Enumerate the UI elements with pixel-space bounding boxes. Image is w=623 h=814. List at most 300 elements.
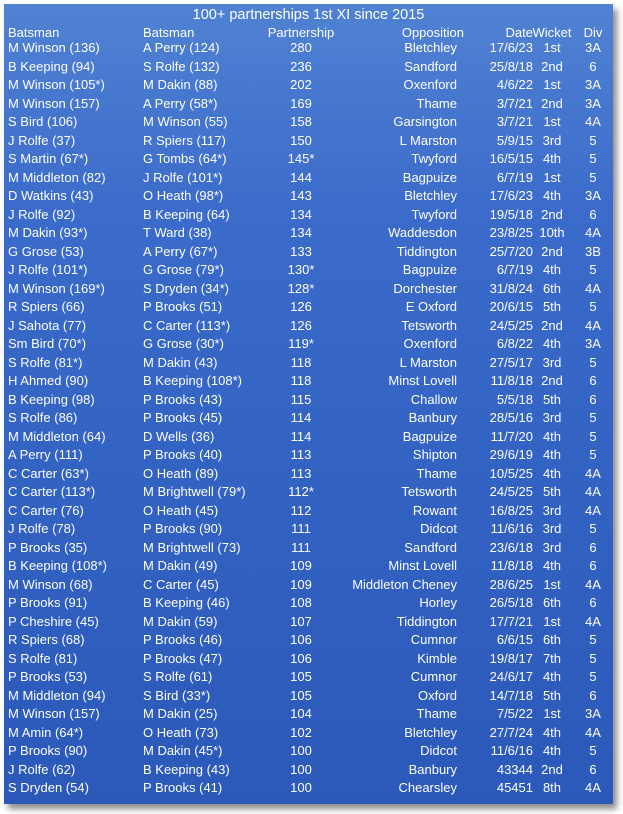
cell-date: 4/6/22 — [496, 77, 533, 92]
cell-batsman-2: A Perry (124) — [143, 40, 220, 55]
cell-partnership: 112 — [290, 502, 312, 518]
cell-division: 5 — [589, 354, 597, 370]
cell-wicket: 2nd — [541, 243, 563, 259]
cell-batsman-2: J Rolfe (101*) — [143, 169, 223, 185]
cell-partnership: 105 — [290, 669, 312, 684]
cell-batsman-2: D Wells (36) — [143, 428, 215, 444]
table-row — [4, 631, 613, 650]
cell-date: 26/5/18 — [489, 595, 533, 610]
cell-batsman-1: Sm Bird (70*) — [8, 336, 87, 351]
table-row — [4, 280, 613, 299]
cell-batsman-1: B Keeping (108*) — [8, 558, 108, 573]
table-row — [4, 409, 613, 428]
table-row — [4, 483, 613, 502]
table-row — [4, 113, 613, 132]
cell-batsman-1: S Rolfe (86) — [8, 410, 78, 425]
cell-batsman-2: S Rolfe (61) — [143, 669, 213, 684]
cell-division: 3A — [585, 95, 601, 111]
cell-date: 17/6/23 — [489, 40, 533, 55]
table-title: 100+ partnerships 1st XI since 2015 — [192, 7, 425, 23]
cell-partnership: 169 — [290, 95, 312, 111]
cell-opposition: Tetsworth — [401, 317, 457, 333]
table-row — [4, 687, 613, 706]
cell-batsman-1: C Carter (113*) — [8, 484, 96, 499]
cell-batsman-1: J Rolfe (92) — [8, 206, 76, 222]
cell-batsman-2: M Brightwell (73) — [143, 539, 241, 555]
cell-wicket: 4th — [542, 336, 562, 351]
cell-batsman-1: R Spiers (66) — [8, 299, 85, 314]
cell-partnership: 113 — [290, 447, 312, 462]
cell-batsman-2: T Ward (38) — [143, 225, 212, 240]
cell-division: 5 — [589, 521, 597, 536]
cell-wicket: 4th — [542, 669, 562, 684]
cell-batsman-2: O Heath (45) — [143, 502, 219, 518]
cell-division: 4A — [585, 502, 601, 518]
cell-opposition: Kimble — [417, 650, 457, 666]
cell-division: 5 — [589, 743, 597, 758]
cell-partnership: 130* — [287, 262, 315, 277]
cell-batsman-1: R Spiers (68) — [8, 632, 85, 647]
cell-batsman-1: M Winson (157) — [8, 95, 100, 111]
cell-date: 24/5/25 — [489, 484, 533, 499]
cell-batsman-2: M Winson (55) — [143, 114, 228, 129]
cell-batsman-1: A Perry (111) — [8, 447, 83, 462]
cell-division: 5 — [589, 151, 597, 166]
table-row — [4, 372, 613, 391]
cell-partnership: 113 — [290, 465, 312, 481]
partnerships-table — [4, 4, 613, 804]
cell-division: 5 — [589, 428, 597, 444]
cell-opposition: Bletchley — [404, 40, 457, 55]
cell-batsman-2: A Perry (58*) — [143, 95, 218, 111]
cell-wicket: 1st — [543, 77, 561, 92]
cell-opposition: Chearsley — [398, 780, 457, 795]
cell-wicket: 8th — [542, 780, 562, 795]
cell-wicket: 1st — [543, 114, 561, 129]
cell-date: 16/8/25 — [489, 502, 533, 518]
cell-date: 6/7/19 — [496, 169, 533, 185]
cell-wicket: 4th — [542, 151, 562, 166]
cell-opposition: Oxford — [417, 687, 457, 703]
cell-date: 23/6/18 — [489, 539, 533, 555]
cell-date: 3/7/21 — [496, 95, 533, 111]
table-row — [4, 58, 613, 77]
cell-division: 6 — [589, 595, 597, 610]
cell-partnership: 134 — [290, 206, 312, 222]
cell-division: 5 — [589, 632, 597, 647]
cell-division: 4A — [585, 576, 601, 592]
cell-partnership: 108 — [290, 595, 312, 610]
table-row — [4, 557, 613, 576]
cell-batsman-1: M Winson (136) — [8, 40, 100, 55]
cell-opposition: Sandford — [404, 58, 457, 74]
header-date: Date — [505, 25, 533, 40]
cell-batsman-2: C Carter (45) — [143, 576, 219, 592]
cell-batsman-2: B Keeping (46) — [143, 595, 230, 610]
cell-division: 5 — [589, 669, 597, 684]
cell-date: 6/8/22 — [496, 336, 533, 351]
cell-wicket: 2nd — [541, 95, 563, 111]
cell-batsman-1: M Amin (64*) — [8, 724, 84, 740]
cell-opposition: Banbury — [408, 410, 457, 425]
cell-division: 6 — [589, 539, 597, 555]
cell-division: 4A — [585, 724, 601, 740]
cell-wicket: 2nd — [541, 317, 563, 333]
cell-batsman-2: G Tombs (64*) — [143, 151, 227, 166]
cell-batsman-2: P Brooks (40) — [143, 447, 223, 462]
cell-batsman-1: S Martin (67*) — [8, 151, 89, 166]
cell-division: 3A — [585, 188, 601, 203]
cell-date: 11/8/18 — [490, 558, 533, 573]
table-row — [4, 465, 613, 484]
table-row — [4, 761, 613, 780]
table-row — [4, 502, 613, 521]
cell-batsman-1: S Rolfe (81) — [8, 650, 78, 666]
cell-partnership: 109 — [290, 558, 312, 573]
cell-date: 31/8/24 — [489, 280, 533, 296]
cell-wicket: 3rd — [542, 502, 562, 518]
cell-batsman-1: J Rolfe (101*) — [8, 262, 88, 277]
cell-wicket: 4th — [542, 724, 562, 740]
cell-batsman-1: P Cheshire (45) — [8, 613, 99, 629]
cell-partnership: 158 — [290, 114, 312, 129]
cell-division: 6 — [589, 206, 597, 222]
cell-wicket: 2nd — [541, 373, 563, 388]
cell-opposition: Didcot — [420, 521, 457, 536]
cell-date: 24/5/25 — [489, 317, 533, 333]
cell-date: 19/8/17 — [489, 650, 533, 666]
cell-division: 5 — [589, 650, 597, 666]
cell-date: 27/5/17 — [489, 354, 533, 370]
cell-opposition: Bletchley — [404, 188, 457, 203]
cell-date: 27/7/24 — [489, 724, 533, 740]
cell-opposition: Cumnor — [410, 632, 457, 647]
cell-date: 20/6/15 — [489, 299, 533, 314]
cell-batsman-2: O Heath (98*) — [143, 188, 224, 203]
cell-wicket: 1st — [543, 706, 561, 721]
cell-wicket: 10th — [539, 225, 565, 240]
cell-division: 6 — [589, 558, 597, 573]
cell-division: 4A — [585, 613, 601, 629]
cell-opposition: Dorchester — [393, 280, 457, 296]
cell-batsman-2: P Brooks (41) — [143, 780, 223, 795]
table-row — [4, 317, 613, 336]
cell-partnership: 102 — [290, 724, 312, 740]
cell-wicket: 1st — [543, 169, 561, 185]
table-row — [4, 742, 613, 761]
cell-batsman-2: G Grose (79*) — [143, 262, 224, 277]
cell-wicket: 3rd — [542, 354, 562, 370]
table-row — [4, 650, 613, 669]
cell-batsman-1: J Sahota (77) — [8, 317, 87, 333]
cell-opposition: Cumnor — [410, 669, 457, 684]
cell-batsman-2: P Brooks (46) — [143, 632, 223, 647]
cell-batsman-1: C Carter (63*) — [8, 465, 89, 481]
cell-wicket: 4th — [542, 188, 562, 203]
cell-partnership: 105 — [290, 687, 312, 703]
table-row — [4, 428, 613, 447]
cell-date: 6/7/19 — [496, 262, 533, 277]
cell-date: 11/8/18 — [490, 373, 533, 388]
cell-division: 4A — [585, 114, 601, 129]
table-row — [4, 224, 613, 243]
cell-wicket: 1st — [543, 613, 561, 629]
cell-wicket: 3rd — [542, 410, 562, 425]
header-division: Div — [583, 25, 603, 40]
cell-batsman-2: P Brooks (51) — [143, 299, 223, 314]
cell-division: 5 — [589, 262, 597, 277]
table-row — [4, 132, 613, 151]
cell-date: 28/6/25 — [489, 576, 533, 592]
cell-batsman-1: P Brooks (91) — [8, 595, 88, 610]
cell-partnership: 128* — [287, 280, 315, 296]
table-row — [4, 446, 613, 465]
table-row — [4, 206, 613, 225]
table-row — [4, 613, 613, 632]
cell-batsman-1: S Bird (106) — [8, 114, 78, 129]
cell-date: 28/5/16 — [489, 410, 533, 425]
cell-date: 16/5/15 — [489, 151, 533, 166]
cell-opposition: L Marston — [399, 354, 457, 370]
cell-division: 4A — [585, 225, 601, 240]
cell-wicket: 3rd — [542, 521, 562, 536]
cell-partnership: 144 — [290, 169, 312, 185]
cell-date: 29/6/19 — [489, 447, 533, 462]
cell-opposition: Minst Lovell — [388, 373, 457, 388]
cell-partnership: 150 — [290, 132, 312, 148]
cell-opposition: Minst Lovell — [388, 558, 457, 573]
cell-opposition: Twyford — [411, 206, 457, 222]
cell-batsman-2: O Heath (73) — [143, 724, 219, 740]
cell-batsman-1: M Middleton (64) — [8, 428, 106, 444]
cell-wicket: 2nd — [541, 761, 563, 777]
cell-batsman-2: M Dakin (25) — [143, 706, 218, 721]
cell-opposition: Didcot — [420, 743, 457, 758]
cell-wicket: 4th — [542, 743, 562, 758]
cell-wicket: 6th — [542, 632, 562, 647]
cell-batsman-1: C Carter (76) — [8, 502, 84, 518]
cell-wicket: 4th — [542, 262, 562, 277]
cell-batsman-2: M Dakin (59) — [143, 613, 218, 629]
cell-division: 6 — [589, 373, 597, 388]
header-partnership: Partnership — [267, 25, 335, 40]
cell-date: 10/5/25 — [489, 465, 533, 481]
cell-batsman-2: O Heath (89) — [143, 465, 219, 481]
cell-opposition: Thame — [416, 706, 457, 721]
header-batsman-1: Batsman — [8, 25, 60, 40]
cell-batsman-1: S Rolfe (81*) — [8, 354, 83, 370]
table-row — [4, 261, 613, 280]
cell-date: 25/7/20 — [489, 243, 533, 259]
cell-partnership: 111 — [291, 521, 311, 536]
cell-partnership: 145* — [287, 151, 315, 166]
table-row — [4, 169, 613, 188]
cell-opposition: Oxenford — [403, 77, 457, 92]
table-row — [4, 576, 613, 595]
header-opposition: Opposition — [401, 25, 464, 40]
cell-partnership: 126 — [290, 299, 312, 314]
cell-wicket: 5th — [542, 484, 562, 499]
cell-opposition: Horley — [419, 595, 457, 610]
cell-batsman-2: P Brooks (45) — [143, 410, 223, 425]
cell-date: 24/6/17 — [489, 669, 533, 684]
cell-date: 11/7/20 — [490, 428, 533, 444]
cell-division: 5 — [589, 132, 597, 148]
cell-wicket: 6th — [542, 280, 562, 296]
cell-batsman-2: G Grose (30*) — [143, 336, 224, 351]
cell-division: 5 — [589, 447, 597, 462]
cell-opposition: Tiddington — [396, 243, 457, 259]
cell-batsman-2: R Spiers (117) — [143, 132, 226, 148]
cell-partnership: 126 — [290, 317, 312, 333]
cell-batsman-1: M Middleton (94) — [8, 687, 106, 703]
cell-partnership: 119* — [288, 336, 314, 351]
cell-division: 3A — [585, 336, 601, 351]
table-row — [4, 298, 613, 317]
table-row — [4, 705, 613, 724]
cell-partnership: 100 — [290, 743, 312, 758]
cell-batsman-2: S Rolfe (132) — [143, 58, 220, 74]
cell-opposition: Tetsworth — [401, 484, 457, 499]
cell-opposition: Sandford — [404, 539, 457, 555]
cell-date: 19/5/18 — [489, 206, 533, 222]
cell-wicket: 2nd — [541, 58, 563, 74]
cell-partnership: 202 — [290, 77, 312, 92]
cell-partnership: 114 — [290, 428, 312, 444]
cell-batsman-1: M Winson (105*) — [8, 77, 105, 92]
cell-batsman-2: C Carter (113*) — [143, 317, 231, 333]
cell-batsman-2: M Dakin (49) — [143, 558, 218, 573]
cell-batsman-2: S Bird (33*) — [143, 687, 211, 703]
cell-division: 3A — [585, 706, 601, 721]
header-batsman-2: Batsman — [143, 25, 195, 40]
cell-batsman-1: M Winson (169*) — [8, 280, 105, 296]
cell-division: 6 — [589, 687, 597, 703]
cell-batsman-2: M Dakin (88) — [143, 77, 218, 92]
cell-partnership: 109 — [290, 576, 312, 592]
table-row — [4, 391, 613, 410]
table-row — [4, 539, 613, 558]
cell-batsman-2: B Keeping (64) — [143, 206, 230, 222]
cell-opposition: Garsington — [393, 114, 457, 129]
cell-batsman-1: P Brooks (90) — [8, 743, 88, 758]
cell-division: 3A — [585, 77, 601, 92]
table-row — [4, 95, 613, 114]
cell-date: 23/8/25 — [489, 225, 533, 240]
cell-batsman-2: P Brooks (43) — [143, 391, 223, 407]
cell-batsman-1: M Winson (68) — [8, 576, 93, 592]
cell-opposition: Bletchley — [404, 724, 457, 740]
cell-division: 3B — [585, 243, 601, 259]
cell-division: 4A — [585, 317, 601, 333]
cell-opposition: Rowant — [412, 502, 457, 518]
cell-batsman-2: M Dakin (45*) — [143, 743, 223, 758]
cell-opposition: Banbury — [408, 761, 457, 777]
cell-date: 17/6/23 — [489, 188, 533, 203]
cell-partnership: 118 — [290, 373, 312, 388]
cell-wicket: 4th — [542, 465, 562, 481]
table-row — [4, 779, 613, 798]
cell-wicket: 2nd — [541, 206, 563, 222]
cell-opposition: Twyford — [411, 151, 457, 166]
cell-partnership: 133 — [290, 243, 312, 259]
cell-division: 4A — [585, 465, 601, 481]
cell-batsman-1: J Rolfe (78) — [8, 521, 76, 536]
cell-partnership: 100 — [290, 761, 312, 777]
table-row — [4, 76, 613, 95]
cell-division: 4A — [585, 780, 601, 795]
cell-partnership: 106 — [290, 632, 312, 647]
cell-partnership: 107 — [290, 613, 312, 629]
cell-batsman-2: S Dryden (34*) — [143, 280, 229, 296]
cell-partnership: 106 — [290, 650, 312, 666]
cell-opposition: Waddesdon — [388, 225, 457, 240]
cell-partnership: 112* — [288, 484, 314, 499]
table-row — [4, 594, 613, 613]
cell-date: 45451 — [496, 780, 533, 795]
cell-date: 11/6/16 — [490, 743, 533, 758]
cell-date: 25/8/18 — [489, 58, 533, 74]
cell-batsman-1: P Brooks (35) — [8, 539, 88, 555]
cell-opposition: Thame — [416, 95, 457, 111]
cell-opposition: Tiddington — [396, 613, 457, 629]
cell-division: 4A — [585, 484, 601, 499]
cell-partnership: 143 — [290, 188, 312, 203]
cell-division: 6 — [589, 761, 597, 777]
cell-division: 3A — [585, 40, 601, 55]
cell-opposition: Oxenford — [403, 336, 457, 351]
cell-division: 6 — [589, 391, 597, 407]
cell-opposition: E Oxford — [405, 299, 457, 314]
cell-batsman-1: S Dryden (54) — [8, 780, 89, 795]
cell-partnership: 104 — [290, 706, 312, 721]
table-row — [4, 354, 613, 373]
cell-date: 7/5/22 — [496, 706, 533, 721]
cell-batsman-1: M Middleton (82) — [8, 169, 106, 185]
header-wicket: Wicket — [532, 25, 572, 40]
cell-batsman-1: B Keeping (98) — [8, 391, 95, 407]
cell-wicket: 3rd — [542, 539, 562, 555]
cell-batsman-2: M Dakin (43) — [143, 354, 218, 370]
cell-batsman-1: P Brooks (53) — [8, 669, 88, 684]
cell-wicket: 6th — [542, 595, 562, 610]
cell-wicket: 1st — [543, 576, 561, 592]
cell-wicket: 5th — [542, 687, 562, 703]
cell-opposition: Shipton — [412, 447, 457, 462]
cell-partnership: 134 — [290, 225, 312, 240]
cell-wicket: 1st — [543, 40, 561, 55]
table-row — [4, 724, 613, 743]
cell-date: 5/9/15 — [496, 132, 533, 148]
cell-date: 14/7/18 — [489, 687, 533, 703]
cell-date: 5/5/18 — [496, 391, 533, 407]
cell-wicket: 4th — [542, 428, 562, 444]
cell-batsman-1: D Watkins (43) — [8, 188, 94, 203]
cell-partnership: 236 — [290, 58, 312, 74]
table-row — [4, 187, 613, 206]
cell-batsman-2: B Keeping (43) — [143, 761, 230, 777]
cell-batsman-1: H Ahmed (90) — [8, 373, 89, 388]
cell-partnership: 111 — [291, 539, 311, 555]
cell-batsman-2: P Brooks (47) — [143, 650, 223, 666]
table-row — [4, 335, 613, 354]
cell-division: 4A — [585, 280, 601, 296]
cell-date: 17/7/21 — [489, 613, 533, 629]
cell-wicket: 5th — [542, 299, 562, 314]
cell-wicket: 3rd — [542, 132, 562, 148]
cell-opposition: Challow — [410, 391, 457, 407]
cell-batsman-1: M Dakin (93*) — [8, 225, 88, 240]
